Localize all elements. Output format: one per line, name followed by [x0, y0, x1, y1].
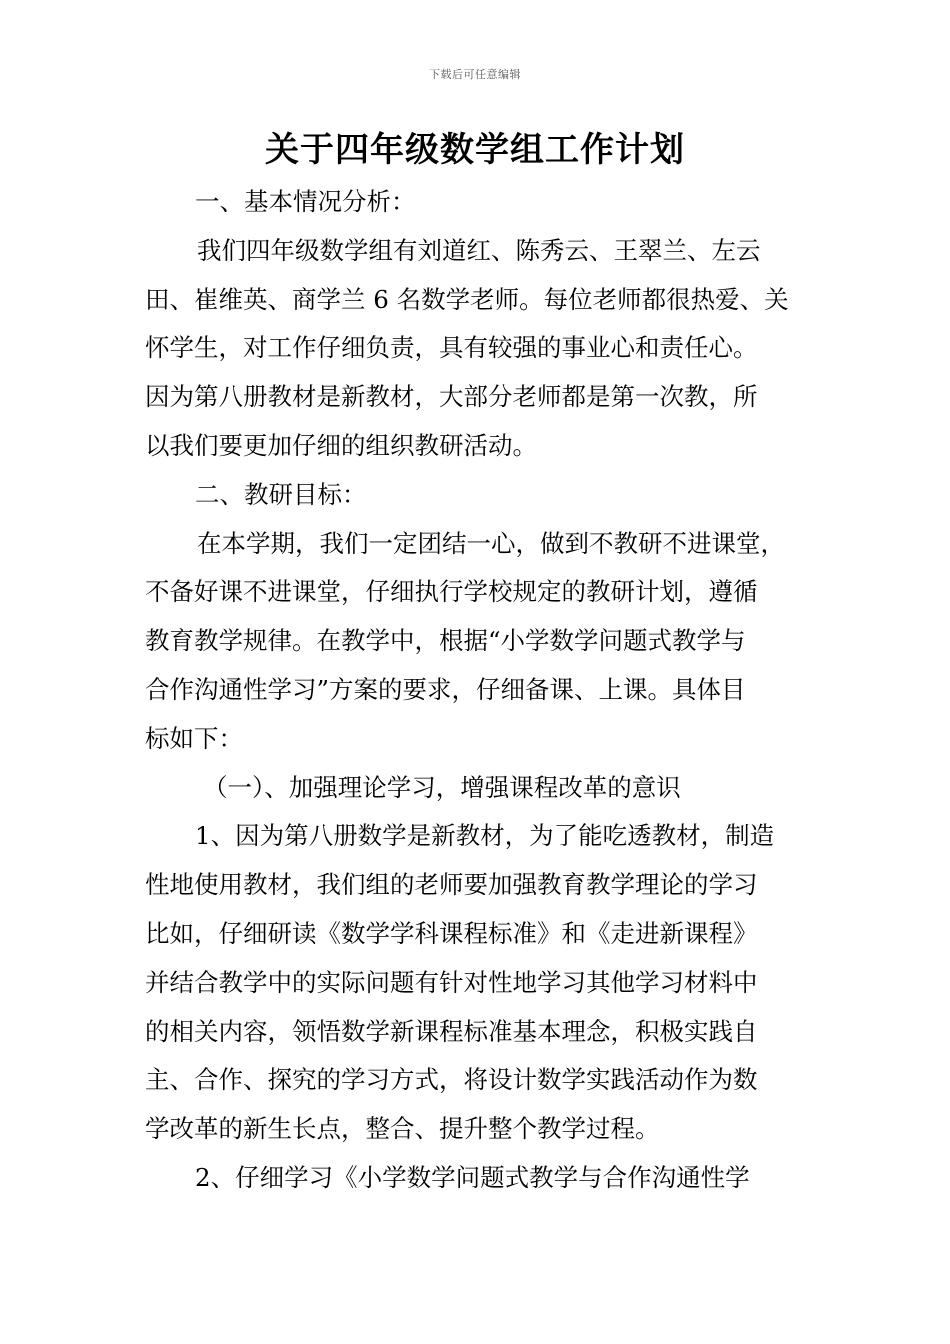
paragraph-line: 学改革的新生长点，整合、提升整个教学过程。: [145, 1114, 660, 1144]
paragraph-line: 比如，仔细研读《数学学科课程标准》和《走进新课程》: [145, 918, 758, 948]
section-heading-1: 一、基本情况分析：: [195, 187, 416, 216]
paragraph-line: 怀学生，对工作仔细负责，具有较强的事业心和责任心。: [145, 333, 758, 363]
paragraph-line: 田、崔维英、商学兰 6 名数学老师。每位老师都很热爱、关: [145, 284, 789, 314]
paragraph-line: 我们四年级数学组有刘道红、陈秀云、王翠兰、左云: [197, 235, 761, 265]
paragraph-line: 性地使用教材，我们组的老师要加强教育教学理论的学习: [145, 870, 758, 900]
paragraph-line: 并结合教学中的实际问题有针对性地学习其他学习材料中: [145, 967, 758, 997]
paragraph-line: 不备好课不进课堂，仔细执行学校规定的教研计划，遵循: [145, 577, 758, 607]
paragraph-line: 在本学期，我们一定团结一心，做到不教研不进课堂，: [197, 528, 785, 558]
paragraph-line: 主、合作、探究的学习方式，将设计数学实践活动作为数: [145, 1065, 758, 1095]
paragraph-line: 的相关内容，领悟数学新课程标准基本理念，积极实践自: [145, 1016, 758, 1046]
paragraph-line: 教育教学规律。在教学中，根据“小学数学问题式教学与: [145, 626, 746, 656]
document-title: 关于四年级数学组工作计划: [265, 130, 685, 170]
paragraph-line: 标如下：: [145, 723, 243, 753]
paragraph-line: 合作沟通性学习”方案的要求，仔细备课、上课。具体目: [145, 674, 746, 704]
subsection-heading: （一）、加强理论学习，增强课程改革的意识: [203, 772, 681, 802]
section-heading-2: 二、教研目标：: [195, 479, 367, 509]
document-body: [145, 178, 815, 1203]
paragraph-line: 因为第八册教材是新教材，大部分老师都是第一次教，所: [145, 382, 758, 412]
header-note: 下载后可任意编辑: [429, 68, 521, 81]
paragraph-line: 1、因为第八册数学是新教材，为了能吃透教材，制造: [195, 821, 775, 851]
paragraph-line: 2、仔细学习《小学数学问题式教学与合作沟通性学: [195, 1162, 750, 1192]
paragraph-line: 以我们要更加仔细的组织教研活动。: [145, 430, 537, 460]
